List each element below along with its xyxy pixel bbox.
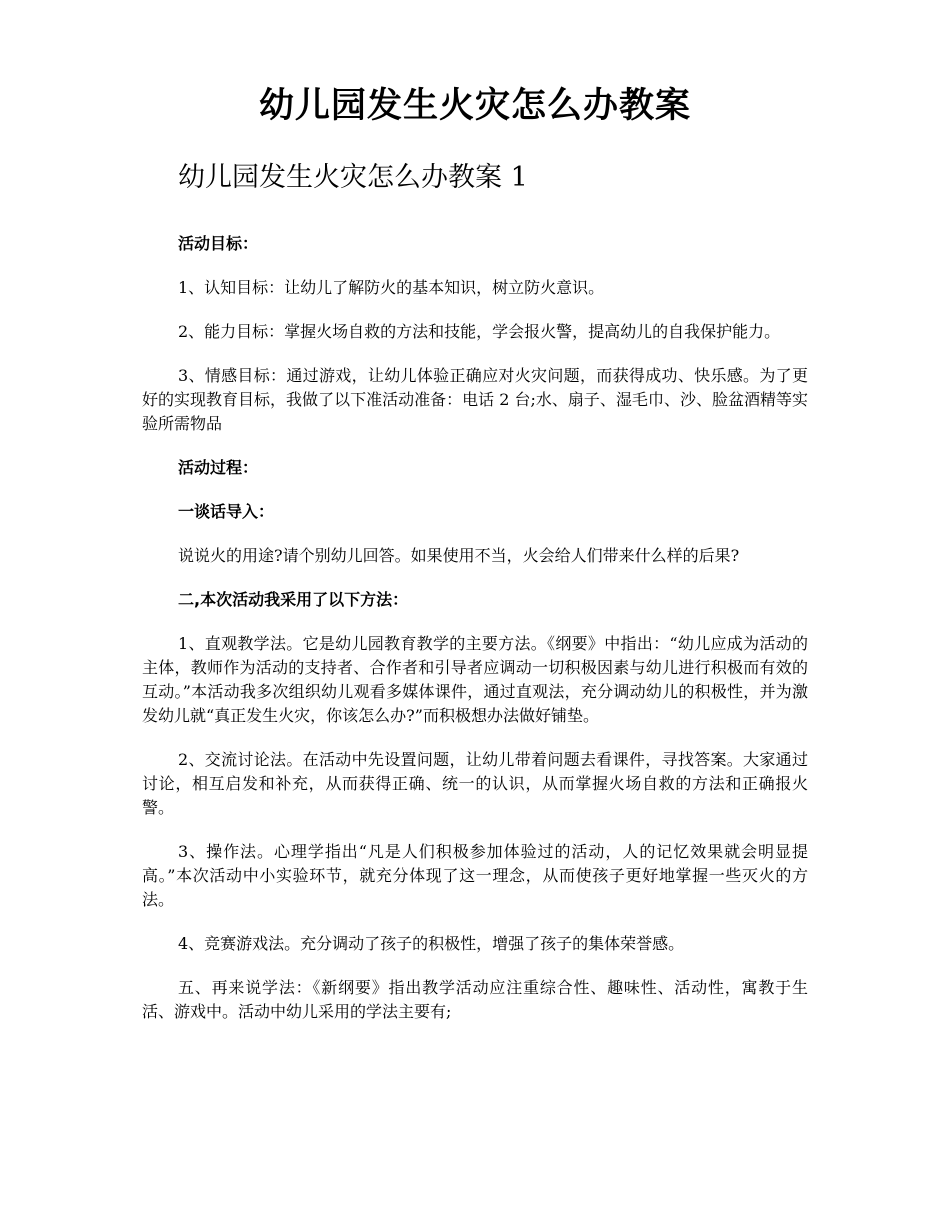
paragraph: 3、操作法。心理学指出“凡是人们积极参加体验过的活动，人的记忆效果就会明显提高。”本次活动中小实验环节，就充分体现了这一理念，从而使孩子更好地掌握一些灭火的方法。	[142, 842, 808, 909]
document-body	[142, 232, 808, 1024]
paragraph: 1、直观教学法。它是幼儿园教育教学的主要方法。《纲要》中指出：“幼儿应成为活动的主体，教师作为活动的支持者、合作者和引导者应调动一切积极因素与幼儿进行积极而有效的互动。”本活动我多次组织幼儿观看多媒体课件，通过直观法，充分调动幼儿的积极性，并为激发幼儿就“真正发生火灾，你该怎么办?”而积极想办法做好铺垫。	[142, 634, 808, 725]
heading-activity-process: 活动过程：	[178, 458, 259, 477]
paragraph: 3、情感目标：通过游戏，让幼儿体验正确应对火灾问题，而获得成功、快乐感。为了更好的实现教育目标，我做了以下准活动准备：电话 2 台;水、扇子、湿毛巾、沙、脸盆酒精等实验所需物品	[142, 366, 808, 433]
document-title: 幼儿园发生火灾怎么办教案	[258, 85, 691, 126]
heading-activity-goals: 活动目标：	[178, 234, 259, 253]
heading-methods: 二,本次活动我采用了以下方法：	[178, 590, 409, 609]
paragraph: 1、认知目标：让幼儿了解防火的基本知识，树立防火意识。	[178, 278, 605, 297]
paragraph: 说说火的用途?请个别幼儿回答。如果使用不当，火会给人们带来什么样的后果?	[178, 546, 740, 565]
section-title: 幼儿园发生火灾怎么办教案 1	[178, 162, 528, 193]
paragraph: 4、竞赛游戏法。充分调动了孩子的积极性，增强了孩子的集体荣誉感。	[178, 934, 685, 953]
heading-talk-intro: 一谈话导入：	[178, 502, 275, 521]
paragraph: 2、交流讨论法。在活动中先设置问题，让幼儿带着问题去看课件，寻找答案。大家通过讨论，相互启发和补充，从而获得正确、统一的认识，从而掌握火场自救的方法和正确报火警。	[142, 750, 808, 817]
paragraph: 五、再来说学法：《新纲要》指出教学活动应注重综合性、趣味性、活动性，寓教于生活、游戏中。活动中幼儿采用的学法主要有;	[142, 978, 808, 1021]
paragraph: 2、能力目标：掌握火场自救的方法和技能，学会报火警，提高幼儿的自我保护能力。	[178, 322, 781, 341]
